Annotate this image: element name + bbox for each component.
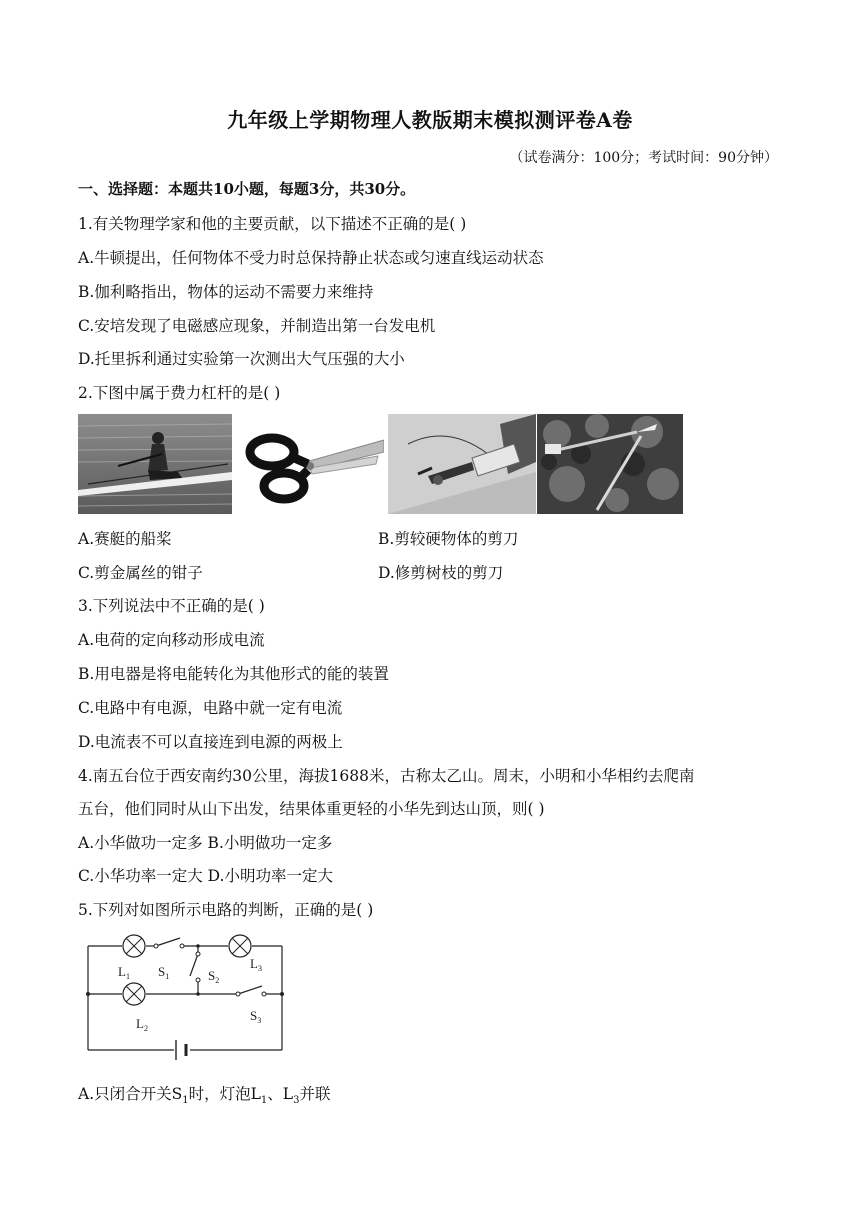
- q1-option-c: C.安培发现了电磁感应现象，并制造出第一台发电机: [78, 317, 436, 335]
- q2-option-c: C.剪金属丝的钳子: [78, 564, 203, 582]
- pruning-shears-photo: [537, 414, 683, 514]
- q1-option-b: B.伽利略指出，物体的运动不需要力来维持: [78, 283, 374, 301]
- q1-option-d: D.托里拆利通过实验第一次测出大气压强的大小: [78, 350, 405, 368]
- label-s1: $S_1$: [158, 964, 170, 981]
- page-title: 九年级上学期物理人教版期末模拟测评卷A卷: [227, 108, 633, 132]
- q4-stem-line2: 五台，他们同时从山下出发，结果体重更轻的小华先到达山顶，则( ): [78, 800, 545, 818]
- q5-option-a: A.只闭合开关$S_1$时，灯泡$L_1$、$L_3$并联: [78, 1085, 331, 1107]
- q3-option-c: C.电路中有电源，电路中就一定有电流: [78, 699, 343, 717]
- label-l3: $L_3$: [250, 956, 262, 973]
- label-s3: $S_3$: [250, 1008, 262, 1025]
- q3-option-d: D.电流表不可以直接连到电源的两极上: [78, 733, 343, 751]
- q1-stem: 1.有关物理学家和他的主要贡献，以下描述不正确的是( ): [78, 215, 467, 233]
- q4-stem-line1: 4.南五台位于西安南约30公里，海拔1688米，古称太乙山。周末，小明和小华相约去爬南: [78, 767, 695, 785]
- exam-meta: （试卷满分：100分；考试时间：90分钟）: [509, 150, 778, 166]
- circuit-diagram: [78, 930, 298, 1060]
- q3-option-b: B.用电器是将电能转化为其他形式的能的装置: [78, 665, 389, 683]
- q2-option-a: A.赛艇的船桨: [78, 530, 172, 548]
- pliers-photo: [388, 414, 536, 514]
- q1-option-a: A.牛顿提出，任何物体不受力时总保持静止状态或匀速直线运动状态: [78, 249, 544, 267]
- q2-option-b: B.剪较硬物体的剪刀: [378, 530, 519, 548]
- rowing-boat-photo: [78, 414, 232, 514]
- q4-options-ab: A.小华做功一定多 B.小明做功一定多: [78, 834, 333, 852]
- label-l1: $L_1$: [118, 964, 130, 981]
- q2-stem: 2.下图中属于费力杠杆的是( ): [78, 384, 281, 402]
- q3-option-a: A.电荷的定向移动形成电流: [78, 631, 265, 649]
- q5-stem: 5.下列对如图所示电路的判断，正确的是( ): [78, 901, 374, 919]
- scissors-photo: [238, 414, 384, 514]
- q4-options-cd: C.小华功率一定大 D.小明功率一定大: [78, 867, 333, 885]
- q3-stem: 3.下列说法中不正确的是( ): [78, 597, 265, 615]
- q2-option-d: D.修剪树枝的剪刀: [378, 564, 504, 582]
- section-heading: 一、选择题：本题共10小题，每题3分，共30分。: [78, 180, 416, 198]
- label-s2: $S_2$: [208, 968, 220, 985]
- label-l2: $L_2$: [136, 1016, 148, 1033]
